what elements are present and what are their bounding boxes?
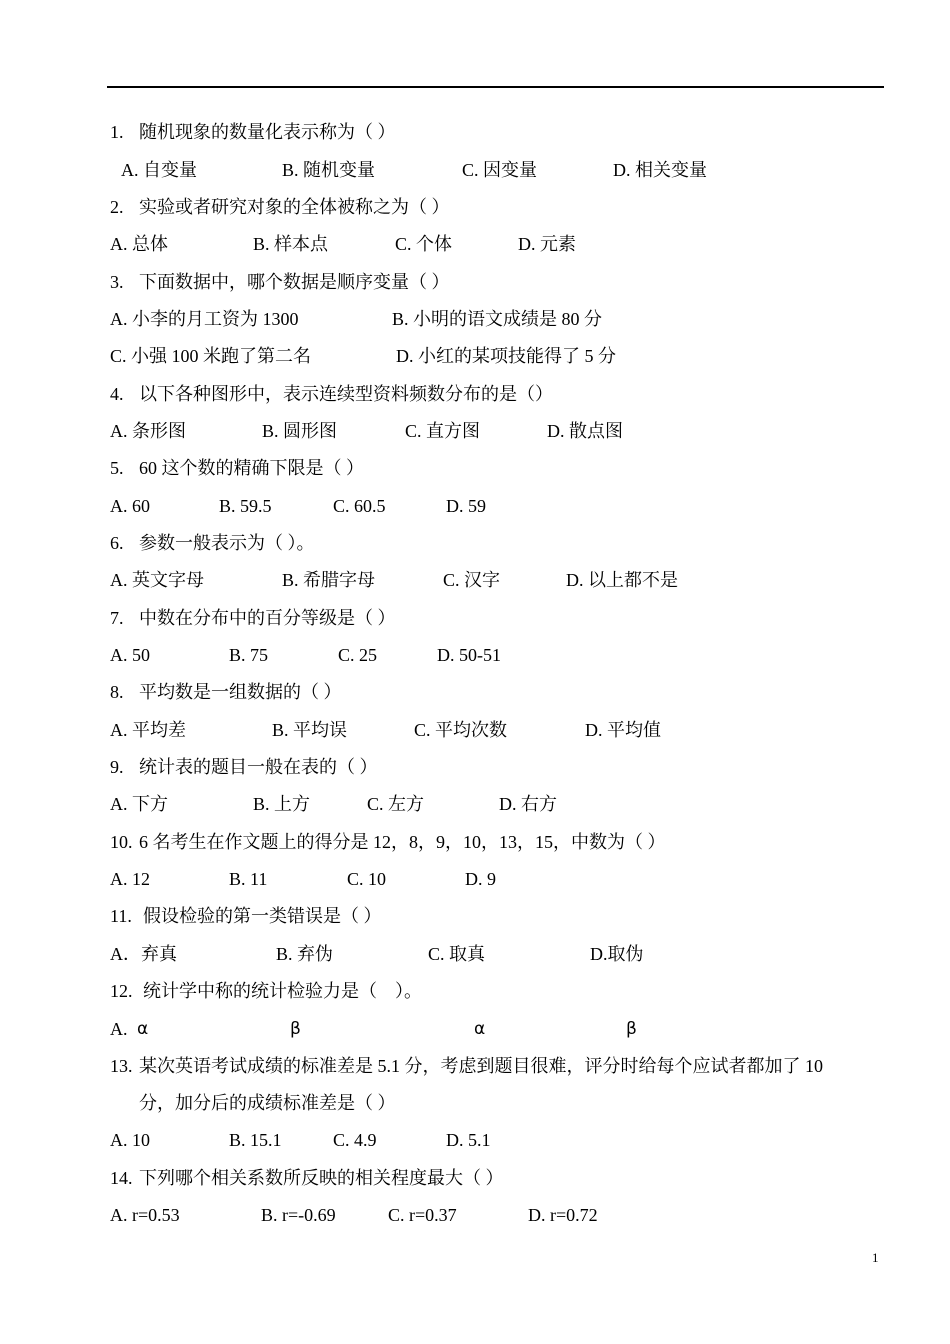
option-c: C. 直方图 xyxy=(405,421,481,441)
question-text: 参数一般表示为（ ）。 xyxy=(139,533,315,553)
option-c: C. 取真 xyxy=(428,944,486,964)
option-b: B. 59.5 xyxy=(219,496,272,516)
question-text: 统计学中称的统计检验力是（ ）。 xyxy=(143,981,422,1001)
option-b: B. 11 xyxy=(229,869,268,889)
option-c: C. 25 xyxy=(338,645,378,665)
question-number: 13. xyxy=(110,1056,133,1076)
option-b: B. 15.1 xyxy=(229,1130,282,1150)
option-alpha: α xyxy=(137,1019,149,1039)
question-number: 6. xyxy=(110,533,124,553)
option-d: D. 散点图 xyxy=(547,421,623,441)
option-alpha-2: α xyxy=(474,1019,486,1039)
question-text: 假设检验的第一类错误是（ ） xyxy=(143,906,382,926)
option-beta-2: β xyxy=(626,1019,637,1039)
option-d: D.取伪 xyxy=(590,944,644,964)
page-number: 1 xyxy=(872,1250,879,1265)
option-c: C. r=0.37 xyxy=(388,1205,457,1225)
header-rule xyxy=(107,86,884,88)
option-b: B. 上方 xyxy=(253,794,311,814)
question-text: 下列哪个相关系数所反映的相关程度最大（ ） xyxy=(139,1168,504,1188)
option-d: D. 50-51 xyxy=(437,645,501,665)
option-a: A. 50 xyxy=(110,645,150,665)
option-b: B. 随机变量 xyxy=(282,160,376,180)
question-number: 2. xyxy=(110,197,124,217)
option-c: C. 4.9 xyxy=(333,1130,377,1150)
option-a: A. r=0.53 xyxy=(110,1205,180,1225)
option-b: B. 平均误 xyxy=(272,720,348,740)
option-a-label: A. xyxy=(110,1019,128,1039)
option-c: C. 10 xyxy=(347,869,387,889)
question-text: 平均数是一组数据的（ ） xyxy=(139,682,342,702)
question-text: 以下各种图形中，表示连续型资料频数分布的是（） xyxy=(139,384,553,404)
option-a: A. 下方 xyxy=(110,794,168,814)
option-b: B. r=-0.69 xyxy=(261,1205,336,1225)
question-text: 统计表的题目一般在表的（ ） xyxy=(139,757,378,777)
option-a: A. 总体 xyxy=(110,234,168,254)
question-number: 9. xyxy=(110,757,124,777)
option-d: D. 59 xyxy=(446,496,486,516)
option-a: A. 12 xyxy=(110,869,150,889)
option-b: B. 圆形图 xyxy=(262,421,338,441)
option-b: B. 希腊字母 xyxy=(282,570,376,590)
option-b: B. 弃伪 xyxy=(276,944,334,964)
option-c: C. 个体 xyxy=(395,234,453,254)
option-d: D. 9 xyxy=(465,869,496,889)
option-b: B. 小明的语文成绩是 80 分 xyxy=(392,309,603,329)
question-number: 8. xyxy=(110,682,124,702)
option-c: C. 平均次数 xyxy=(414,720,508,740)
option-d: D. 右方 xyxy=(499,794,557,814)
option-a: A. 60 xyxy=(110,496,150,516)
question-number: 3. xyxy=(110,272,124,292)
option-c: C. 因变量 xyxy=(462,160,538,180)
option-a: A. 英文字母 xyxy=(110,570,204,590)
option-d: D. 元素 xyxy=(518,234,576,254)
question-text: 中数在分布中的百分等级是（ ） xyxy=(139,608,396,628)
question-text-continued: 分，加分后的成绩标准差是（ ） xyxy=(139,1093,396,1113)
question-number: 4. xyxy=(110,384,124,404)
question-number: 7. xyxy=(110,608,124,628)
option-c: C. 60.5 xyxy=(333,496,386,516)
option-b: B. 样本点 xyxy=(253,234,329,254)
option-b: B. 75 xyxy=(229,645,269,665)
question-number: 12. xyxy=(110,981,133,1001)
question-text: 随机现象的数量化表示称为（ ） xyxy=(139,122,396,142)
question-number: 14. xyxy=(110,1168,133,1188)
option-d: D. 小红的某项技能得了 5 分 xyxy=(396,346,616,366)
option-c: C. 小强 100 米跑了第二名 xyxy=(110,346,312,366)
question-number: 5. xyxy=(110,458,124,478)
question-text: 6 名考生在作文题上的得分是 12，8，9，10，13，15，中数为（ ） xyxy=(139,832,666,852)
question-text: 实验或者研究对象的全体被称之为（ ） xyxy=(139,197,450,217)
option-a: A. 10 xyxy=(110,1130,150,1150)
option-d: D. 相关变量 xyxy=(613,160,707,180)
option-a: A. 小李的月工资为 1300 xyxy=(110,309,299,329)
question-text: 60 这个数的精确下限是（ ） xyxy=(139,458,364,478)
question-text: 下面数据中，哪个数据是顺序变量（ ） xyxy=(139,272,450,292)
question-text: 某次英语考试成绩的标准差是 5.1 分，考虑到题目很难，评分时给每个应试者都加了 10 xyxy=(139,1056,823,1076)
option-a: A. 自变量 xyxy=(121,160,197,180)
option-a: A. 平均差 xyxy=(110,720,186,740)
option-d: D. 5.1 xyxy=(446,1130,491,1150)
option-beta: β xyxy=(290,1019,301,1039)
option-a: A．弃真 xyxy=(110,944,177,964)
question-number: 11. xyxy=(110,906,132,926)
option-c: C. 汉字 xyxy=(443,570,501,590)
option-c: C. 左方 xyxy=(367,794,425,814)
option-d: D. 平均值 xyxy=(585,720,661,740)
question-number: 10. xyxy=(110,832,133,852)
option-d: D. r=0.72 xyxy=(528,1205,598,1225)
option-a: A. 条形图 xyxy=(110,421,186,441)
option-d: D. 以上都不是 xyxy=(566,570,678,590)
question-number: 1. xyxy=(110,122,124,142)
